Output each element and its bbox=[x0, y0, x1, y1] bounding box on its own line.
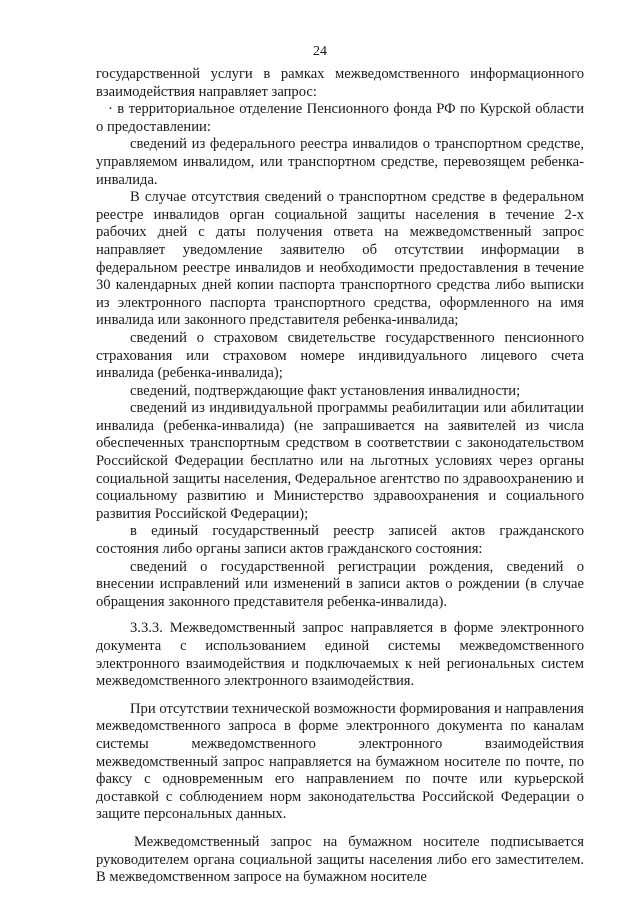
paragraph: Межведомственный запрос на бумажном носителе подписывается руководителем органа социальной защиты населения либо его заместителем. В межведомственном запросе на бумажном носителе bbox=[96, 833, 584, 886]
paragraph: сведений из федерального реестра инвалидов о транспортном средстве, управляемом инвалидом, или транспортном средстве, перевозящем ребенка-инвалида. bbox=[96, 136, 584, 188]
paragraph: В случае отсутствия сведений о транспортном средстве в федеральном реестре инвалидов орган социальной защиты населения в течение 2-х рабочих дней с даты получения ответа на межведомственный запрос направляет уведомление заявителю об отсутствии информации в федеральном реестре инвалидов и необходимости предоставления в течение 30 календарных дней копии паспорта транспортного средства либо выписки из электронного паспорта транспортного средства, оформленного на имя инвалида или законного представителя ребенка-инвалида; bbox=[96, 189, 584, 329]
page-number: 24 bbox=[313, 44, 327, 59]
paragraph: сведений о государственной регистрации рождения, сведений о внесении исправлений или изменений в записи актов о рождении (в случае обращения законного представителя ребенка-инвалида). bbox=[96, 558, 584, 610]
document-body bbox=[96, 66, 584, 887]
paragraph: сведений из индивидуальной программы реабилитации или абилитации инвалида (ребенка-инвалида) (не запрашивается на заявителей из числа обеспеченных транспортным средством в соответствии с законодательством Российской Федерации бесплатно или на льготных условиях через органы социальной защиты населения, Федеральное агентство по здравоохранению и социальному развитию и Министерство здравоохранения и социального развития Российской Федерации); bbox=[96, 400, 584, 522]
paragraph: в единый государственный реестр записей актов гражданского состояния либо органы записи актов гражданского состояния: bbox=[96, 523, 584, 558]
paragraph-section-3-3-3: 3.3.3. Межведомственный запрос направляется в форме электронного документа с использованием единой системы межведомственного электронного взаимодействия и подключаемых к ней региональных систем межведомственного электронного взаимодействия. bbox=[96, 620, 584, 690]
paragraph: сведений, подтверждающие факт установления инвалидности; bbox=[130, 382, 521, 399]
paragraph: сведений о страховом свидетельстве государственного пенсионного страхования или страховом номере индивидуального лицевого счета инвалида (ребенка-инвалида); bbox=[96, 329, 584, 382]
paragraph: При отсутствии технической возможности формирования и направления межведомственного запроса в форме электронного документа по каналам системы межведомственного электронного взаимодействия межведомственный запрос направляется на бумажном носителе по почте, по факсу с одновременным его направлением по почте или курьерской доставкой с соблюдением норм законодательства Российской Федерации о защите персональных данных. bbox=[96, 700, 584, 823]
paragraph: государственной услуги в рамках межведомственного информационного взаимодействия направляет запрос: bbox=[96, 66, 584, 100]
paragraph-bullet: · в территориальное отделение Пенсионного фонда РФ по Курской области о предоставлении: bbox=[96, 101, 584, 135]
